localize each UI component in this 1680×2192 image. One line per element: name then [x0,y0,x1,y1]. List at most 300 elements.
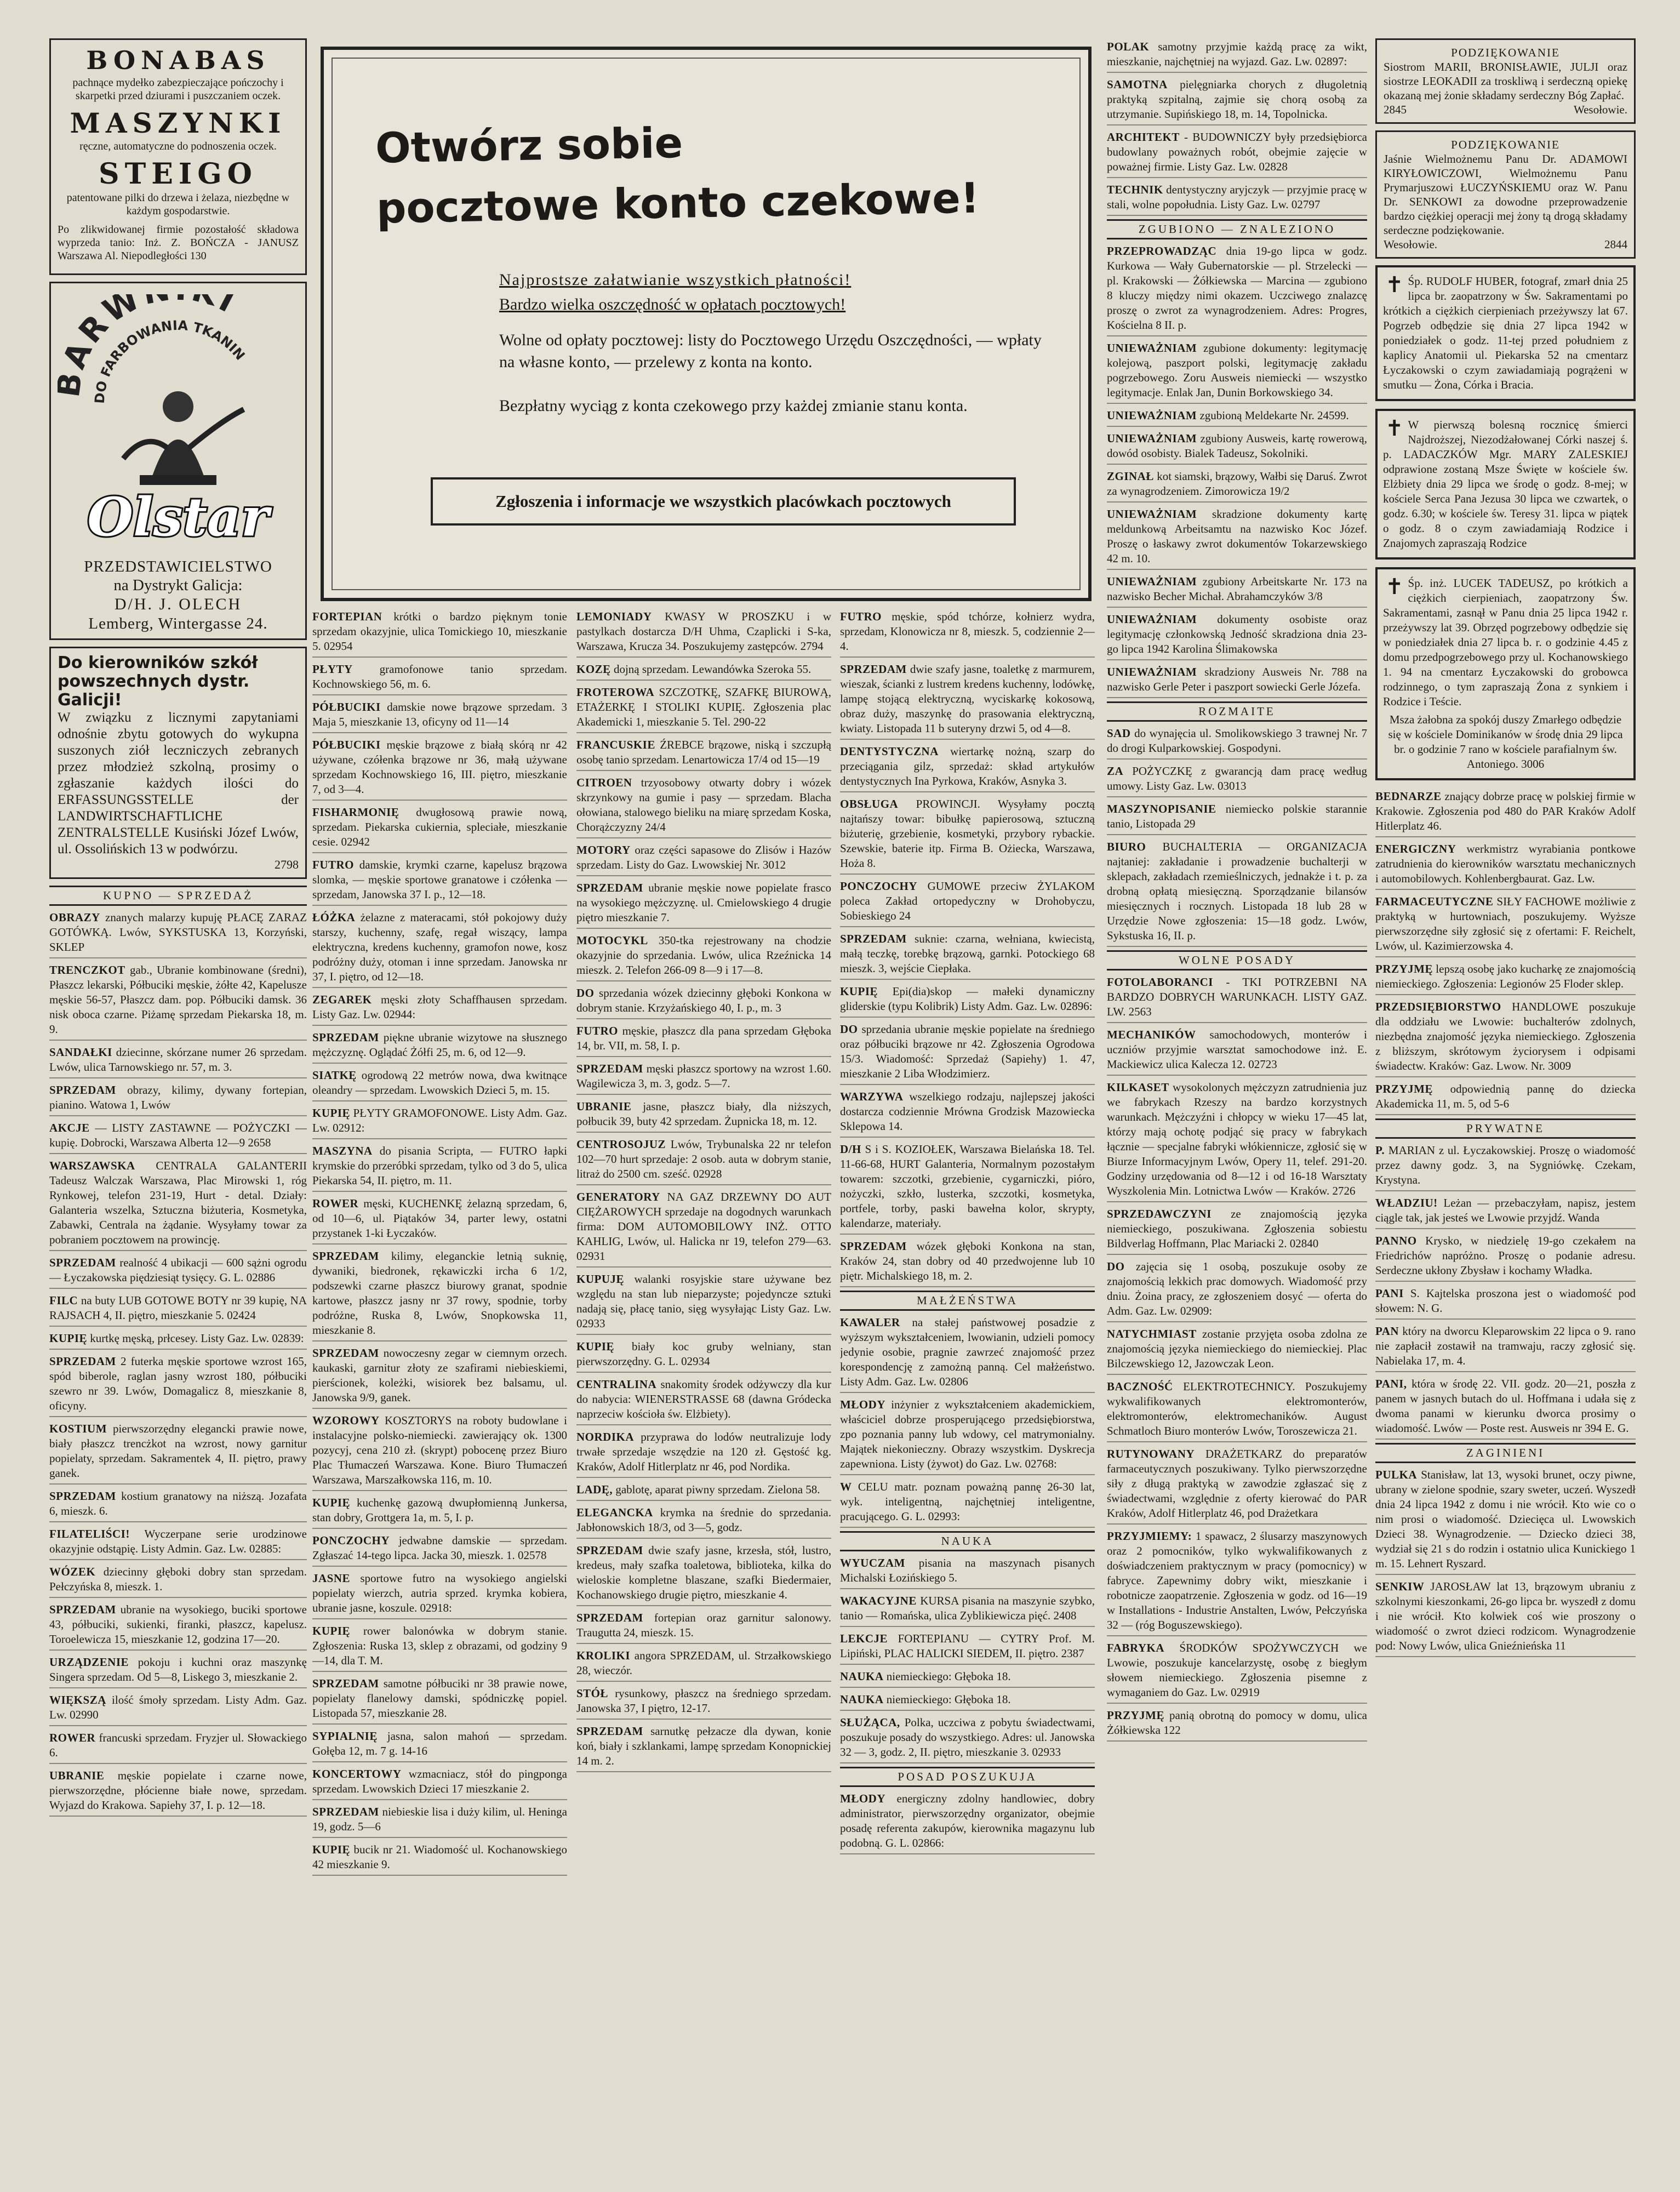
barwniki-logo [58,294,299,552]
ad-keyword: RUTYNOWANY [1107,1447,1195,1460]
ad-keyword: SPRZEDAM [312,1249,379,1263]
postal-line-3: Wolne od opłaty pocztowej: listy do Pocztowego Urzędu Oszczędności, — wpłaty na własne konto, — przelewy z konta na konto. [499,331,1042,371]
classified-ad: PRZEPROWADZĄC dnia 19-go lipca w godz. Kurkowa — Wały Gubernatorskie — pl. Strzelecki — pl. Krakowski — Żółkiewska — Marcina — zgubiono 8 kluczy między nimi okazem. Uczciwego znalazcę proszę o zwrot za wynagrodzeniem. Adres: Progres, Kościelna 8 II. p. [1107,243,1367,336]
ad-keyword: KONCERTOWY [312,1767,402,1780]
classified-ad: PONCZOCHY GUMOWE przeciw ŻYLAKOM poleca Zakład ortopedyczny w Drohobyczu, Sobieskiego 24 [840,878,1095,927]
classified-ad: KUPIĘ biały koc gruby welniany, stan pierwszorzędny. G. L. 02934 [576,1338,831,1373]
ad-keyword: PRZYJMĘ [1375,962,1433,975]
ad-keyword: UNIEWAŻNIAM [1107,575,1197,588]
ad-keyword: SPRZEDAM [576,1611,643,1624]
ad-keyword: BACZNOŚĆ [1107,1380,1173,1393]
ad-keyword: ŁÓŻKA [312,911,356,924]
classified-ad: STÓŁ rysunkowy, płaszcz na średniego sprzedam. Janowska 37, I piętro, 12-17. [576,1685,831,1720]
logo-brand: Olstar [87,486,269,548]
classified-ad: WIĘKSZĄ ilość śmoły sprzedam. Listy Adm. Gaz. Lw. 02990 [49,1692,307,1726]
classified-ad: UNIEWAŻNIAM zgubiony Ausweis, kartę rowerową, dowód osobisty. Bialek Tadeusz, Sokolniki. [1107,430,1367,465]
ad-keyword: KROLIKI [576,1649,631,1662]
classified-ad: MASZYNOPISANIE niemiecko polskie starannie tanio, Listopada 29 [1107,801,1367,835]
ad-keyword: BEDNARZE [1375,790,1442,803]
classified-ad: DO sprzedania ubranie męskie popielate na średniego oraz półbuciki brązowe nr 42. Zgłoszenia Ogrodowa 15/3. Wiadomość: Sprzedaż (Sapiehy) 1. 47, mieszkanie 2 Liba Włodzimierz. [840,1021,1095,1085]
classified-ad: UBRANIE jasne, płaszcz biały, dla niższych, połbucik 39, buty 42 sprzedam. Żupnicka 18, m. 12. [576,1098,831,1133]
ad-keyword: SPRZEDAM [312,1805,379,1818]
ad-keyword: NORDIKA [576,1430,635,1443]
classified-ad: FRANCUSKIE ŹREBCE brązowe, niską i szczupłą osobę tanio sprzedam. Lenartowicza 17/4 od 15—19 [576,737,831,771]
classified-ad: MŁODY inżynier z wykształceniem akademickiem, właściciel dobrze prosperującego przedsiębiorstwa, zpo poznania panny lub wdowy, cel matrymonialny. Majątek niekonieczny. Obrazy wszystkim. Dyskrecja zapewniona. Listy (żywot) do Gaz. Lw. 02768: [840,1396,1095,1475]
ad-keyword: UNIEWAŻNIAM [1107,409,1197,422]
ad-keyword: UBRANIE [49,1769,105,1782]
ad-keyword: KUPIĘ [312,1843,351,1856]
classified-ad: SANDAŁKI dziecinne, skórzane numer 26 sprzedam. Lwów, ulica Tarnowskiego nr. 57, m. 3. [49,1044,307,1078]
sub3-ads-a [840,608,1095,1854]
thanks-1-sig: Wesołowie. [1573,103,1627,116]
ad-keyword: KOZĘ [576,663,611,676]
classified-ad: WYUCZAM pisania na maszynach pisanych Michalski Łozińskiego 5. [840,1555,1095,1589]
classified-ad: SPRZEDAM dwie szafy jasne, toaletkę z marmurem, wieszak, ścianki z lustrem kredens kuchenny, lodówkę, lampę stojącą elektryczną, wyciskarkę kokosową, obraz duży, maszynkę do prasowania elektryczną, kwiaty. Listopada 11 b suteryny drzwi 5, od 4—8. [840,661,1095,740]
classified-ad: UBRANIE męskie popielate i czarne nowe, pierwszorzędne, płócienne białe nowe, sprzedam. Wyjazd do Krakowa. Sapiehy 37, I. p. 12—18. [49,1767,307,1817]
classified-ad: WZOROWY KOSZTORYS na roboty budowlane i instalacyjne polsko-niemiecki. zawierający ok. 1300 pozycyj, cena 210 zł. (skrypt) pobocenę przez Biuro Plac Tłumaczeń Warszawa. Kone. Biuro Tłumaczeń Warszawa, Marszałkowska 116, m. 10. [312,1412,567,1491]
classifieds-col-2 [312,608,567,1879]
ad-keyword: ELEGANCKA [576,1506,653,1519]
ad-keyword: UNIEWAŻNIAM [1107,432,1197,445]
svg-text:BARWNIKI [58,294,244,399]
ad-keyword: WIĘKSZĄ [49,1693,106,1706]
ad-keyword: FRANCUSKIE [576,738,655,751]
classified-ad: SPRZEDAM ubranie na wysokiego, buciki sportowe 43, półbuciki, sukienki, firanki, płaszcz, kapelusz. Toroelewicza 15, mieszkanie 12, godzina 17—20. [49,1601,307,1651]
classified-ad: UNIEWAŻNIAM zgubione dokumenty: legitymację kolejową, paszport polski, legitymację zakładu pogrzebowego. Zoru Ausweis niemiecki — wszystko legitymacje. Enlak Jan, Dunin Borkowskiego 34. [1107,340,1367,404]
classified-ad: KUPIĘ kuchenkę gazową dwupłomienną Junkersa, stan dobry, Grottgera 1a, m. 5, I. p. [312,1494,567,1529]
ad-keyword: PRZYJMIEMY: [1107,1529,1192,1543]
classified-ad: W CELU matr. poznam poważną pannę 26-30 lat, wyk. inteligentną, najchętniej inteligentne, pracującego. G. L. 02993: [840,1479,1095,1528]
ad-keyword: SANDAŁKI [49,1046,112,1059]
classified-ad: PÓŁBUCIKI damskie nowe brązowe sprzedam. 3 Maja 5, mieszkanie 13, oficyny od 11—14 [312,699,567,733]
thanks-2-sig: Wesołowie. [1384,238,1438,251]
postal-ad-title [375,107,980,238]
thanks-2-num: 2844 [1604,238,1627,251]
cross-icon: ✝ [1385,272,1404,297]
ad-keyword: PANNO [1375,1234,1417,1247]
classified-ad: FOTOLABORANCI - TKI POTRZEBNI NA BARDZO DOBRYCH WARUNKACH. LISTY GAZ. LW. 2563 [1107,974,1367,1023]
col1-ads-list [49,909,307,1817]
ad-keyword: MŁODY [840,1792,885,1805]
classified-ad: KUPIĘ PŁYTY GRAMOFONOWE. Listy Adm. Gaz. Lw. 02912: [312,1105,567,1139]
ad-keyword: PŁYTY [312,663,353,676]
obituary-zaleska-text: W pierwszą bolesną rocznicę śmierci Najdroższej, Niezodżałowanej Córki naszej ś. p. LADACZKÓW Mgr. MARY ZALESKIEJ odprawione zostaną Msze Święte w kościele św. Elżbiety dnia 29 lipca we środę o godz. 8-mej; w kościele Serca Pana Jezusa 30 lipca we czwartek, o godz. 6.30; w kościele św. Teresy 31. lipca w piątek o godz. 8 o czym zawiadamiają Rodzice i Znajomych zapraszają Rodzice [1383,418,1628,550]
ad-keyword: ROWER [49,1731,96,1744]
classified-ad: MOTORY oraz części sapasowe do Zlisów i Hazów sprzedam. Listy do Gaz. Lwowskiej Nr. 3012 [576,842,831,876]
ad-keyword: SPRZEDAM [49,1603,116,1616]
ad-keyword: ENERGICZNY [1375,842,1456,855]
ad-keyword: UNIEWAŻNIAM [1107,665,1197,678]
classified-ad: PULKA Stanisław, lat 13, wysoki brunet, oczy piwne, ubrany w zielone spodnie, szary sweter, uczeń. Wyszedł dnia 24 lipca 1942 z domu i nie wrócił. Kto wie co o nim prosi o wiadomość. Dziecięca ul. Lwowskich Dzieci 38. Wynagrodzenie. — Dziecko dzieci 38, wydział się 21 s do rodzin i ostatnio ulica Kunickiego 1 m. 15. Lehnert Ryszard. [1375,1466,1636,1575]
classified-ad: NAUKA niemieckiego: Głęboka 18. [840,1691,1095,1711]
obituary-lucek-text: Śp. inż. LUCEK TADEUSZ, po krótkich a ciężkich cierpieniach, zaopatrzony Św. Sakramentami, zasnął w Panu dnia 25 lipca 1942 r. przeżywszy lat 39. Obrzęd pogrzebowy odbędzie się w poniedziałek dnia 27 lipca b. r. o godzinie 4.45 z domu przedpogrzebowego przy ul. Kochanowskiego 1. 94 na cmentarz Łyczakowski do grobowca rodzinnego, o tym zapraszają Żona z synkiem i Rodzice i Teście. [1383,576,1628,708]
classified-ad: KUPIĘ Epi(dia)skop — małeki dynamiczny gliderskie (typu Kolibrik) Listy Adm. Gaz. Lw. 02896: [840,983,1095,1018]
classified-ad: UNIEWAŻNIAM zgubioną Meldekarte Nr. 24599. [1107,407,1367,427]
ad-keyword: MOTORY [576,843,631,857]
ad-keyword: SPRZEDAM [576,1725,643,1738]
classified-ad: RUTYNOWANY DRAŻETKARZ do preparatów farmaceutycznych poszukiwany. Tylko pierwszorzędne siły z długą praktyką w zawodzie zgłaszać się z świadectwami, względnie z oferty kierować do PAR Kraków, Adolf Hitlerplatz 46, pod Drażetkara [1107,1446,1367,1525]
steigo-text: patentowane pilki do drzewa i żelaza, niezbędne w każdym gospodarstwie. [66,192,290,217]
classified-ad: URZĄDZENIE pokoju i kuchni oraz maszynkę Singera sprzedam. Od 5—8, Liskego 3, mieszkanie 2. [49,1654,307,1688]
ad-keyword: SAD [1107,727,1131,740]
ad-keyword: WYUCZAM [840,1556,905,1569]
classified-ad: SPRZEDAM suknie: czarna, wełniana, kwiecistą, małą teczkę, torebkę brązową, garnki. Potockiego 68 mieszk. 3, wejście Ciepłaka. [840,931,1095,980]
classified-ad: FUTRO męskie, płaszcz dla pana sprzedam Głęboka 14, br. VII, m. 58, I. p. [576,1023,831,1057]
maszynki-text: ręczne, automatyczne do podnoszenia oczek. [79,140,277,152]
classified-ad: NORDIKA przyprawa do lodów neutralizuje lody trwałe sprzedaje wszędzie na 120 zł. Gęstość kg. Kraków, Adolf Hitlerplatz nr 46, pod Nordika. [576,1429,831,1478]
classified-ad: PANNO Krysko, w niedzielę 19-go czekałem na Friedrichów napróżno. Proszę o podanie adresu. Serdeczne ukłony Zbysław i kochamy Władka. [1375,1232,1636,1282]
ad-keyword: SPRZEDAWCZYNI [1107,1207,1212,1220]
liquidation-text: Po zlikwidowanej firmie pozostałość składowa wyprzeda tanio: Inż. Z. BOŃCZA - JANUSZ Warszawa Al. Niepodległości 130 [58,224,299,262]
classified-ad: FILATELIŚCI! Wyczerpane serie urodzinowe okazyjnie odstąpię. Listy Admin. Gaz. Lw. 02885: [49,1526,307,1560]
ad-keyword: DO [840,1023,858,1036]
bonabas-title: BONABAS [86,45,270,75]
postal-info-box: Zgłoszenia i informacje we wszystkich placówkach pocztowych [431,477,1016,526]
classified-ad: SPRZEDAM fortepian oraz garnitur salonowy. Traugutta 24, mieszk. 15. [576,1609,831,1644]
classifieds-col-3 [576,608,831,1776]
ad-keyword: SPRZEDAM [49,1355,116,1368]
ad-keyword: KAWALER [840,1316,900,1329]
classified-ad: NATYCHMIAST zostanie przyjęta osoba zdolna ze znajomością języka niemieckiego do niemieckiej. Plac Bilczewskiego 12, Jazowczak Leon. [1107,1326,1367,1375]
ad-keyword: MOTOCYKL [576,934,648,947]
ad-keyword: SPRZEDAM [840,663,907,676]
classified-ad: SAMOTNA pielęgniarka chorych z długoletnią praktyką szpitalną, zajmie się chorą osobą za utrzymanie. Supińskiego 18, m. 14, Topolnicka. [1107,76,1367,125]
classified-ad: SPRZEDAM kostium granatowy na niższą. Jozafata 6, mieszk. 6. [49,1488,307,1522]
ad-keyword: PÓŁBUCIKI [312,700,381,713]
schools-num: 2798 [275,858,299,871]
ad-keyword: SPRZEDAM [312,1031,379,1044]
column-6 [1375,38,1636,1660]
ad-keyword: TRENCZKOT [49,963,125,977]
steigo-title: STEIGO [99,157,258,191]
ad-keyword: AKCJE [49,1121,90,1134]
classified-ad: MECHANIKÓW samochodowych, monterów i uczniów przyjmie warsztat samochodowe inż. E. Mackiewicz ulica Kalecza 12. 02723 [1107,1026,1367,1076]
postal-line-1: Najprostsze załatwianie wszystkich płatności! [499,271,852,289]
ad-keyword: NAUKA [840,1670,884,1683]
ad-keyword: WARZYWA [840,1090,904,1103]
col4-private-ads [1375,1142,1636,1440]
classified-ad: WARSZAWSKA CENTRALA GALANTERII Tadeusz Walczak Warszawa, Plac Mirowski 1, róg Rynkowej, telefon 231-19, Hurt - detal. Działy: Galanteria wszelka, Sztuczna biżuteria, Kosmetyka, Zabawki, Centrala na żądanie. Wysyłamy towar za pobraniem pocztowem na prowincję. [49,1157,307,1251]
classified-ad: UNIEWAŻNIAM skradzione dokumenty kartę meldunkową Arbeitsamtu na nazwisko Koc Józef. Proszę o łaskawy zwrot dokumentów Tokarzewskiego 42 m. 10. [1107,506,1367,570]
ad-keyword: FILC [49,1294,78,1307]
classified-ad: BEDNARZE znający dobrze pracę w polskiej firmie w Krakowie. Zgłoszenia pod 480 do PAR Kraków Adolf Hitlerplatz 46. [1375,788,1636,837]
bonabas-ad [49,38,307,275]
section-wolne-posady: WOLNE POSADY [1107,950,1367,971]
classified-ad: SAD do wynajęcia ul. Smolikowskiego 3 trawnej Nr. 7 do drogi Kulparkowskiej. Gospodyni. [1107,725,1367,760]
ad-keyword: PAN [1375,1325,1399,1338]
postal-line-4: Bezpłatny wyciąg z konta czekowego przy każdej zmianie stanu konta. [499,397,968,415]
ad-keyword: PANI [1375,1287,1404,1300]
ad-keyword: MASZYNOPISANIE [1107,802,1216,815]
classified-ad: SPRZEDAM 2 futerka męskie sportowe wzrost 165, spód biberole, raglan jasny wzrost 180, półbuciki szewro nr 39. Lwów, Domagalicz 8, mieszkanie 8, oficyny. [49,1353,307,1417]
ad-keyword: UBRANIE [576,1100,632,1113]
ad-keyword: UNIEWAŻNIAM [1107,613,1197,626]
ad-keyword: NATYCHMIAST [1107,1327,1197,1340]
thanks-2-body: Jaśnie Wielmożnemu Panu Dr. ADAMOWI KIRYŁOWICZOWI, Wielmożnemu Panu Prymarjuszowi ŁUCZYŃSKIEMU oraz W. Panu Dr. SENKOWI za dowodne przeprowadzenie bardzo ciężkiej operacji mej żony tą drogą składamy serdeczne podziękowanie. [1384,152,1627,237]
classified-ad: PANI, która w środę 22. VII. godz. 20—21, poszła z panem w jasnych butach do ul. Hoffmana i udała się z dwoma panami w kierunku dworca prosimy o wiadomość. Lwów — Poste rest. Ausweis nr 394 E. G. [1375,1375,1636,1440]
classified-ad: ZA POŻYCZKĘ z gwarancją dam pracę według umowy. Listy Gaz. Lw. 03013 [1107,763,1367,797]
ad-keyword: PRZEDSIĘBIORSTWO [1375,1000,1501,1013]
classified-ad: FROTEROWA SZCZOTKĘ, SZAFKĘ BIUROWĄ, ETAŻERKĘ I STOLIKI KUPIĘ. Zgłoszenia plac Akademicki 1, mieszkanie 5. Tel. 290-22 [576,684,831,733]
ad-keyword: OBRAZY [49,911,100,924]
ad-keyword: GENERATORY [576,1190,660,1203]
classified-ad: JASNE sportowe futro na wysokiego angielski popielaty wierzch, autria sprzed. krymka kobiera, ubranie jasne, koszule. 02918: [312,1570,567,1619]
classified-ad: UNIEWAŻNIAM skradziony Ausweis Nr. 788 na nazwisko Gerle Peter i paszport sowiecki Gerle Józefa. [1107,664,1367,698]
ad-keyword: SPRZEDAM [49,1256,116,1269]
ad-keyword: P. [1375,1144,1385,1157]
classified-ad: OBRAZY znanych malarzy kupuję PŁACĘ ZARAZ GOTÓWKĄ. Lwów, SYKSTUSKA 13, Korzyński, SKLEP [49,909,307,958]
ad-keyword: SIATKĘ [312,1069,357,1082]
classified-ad: FARMACEUTYCZNE SIŁY FACHOWE możliwie z praktyką w hurtowniach, poszukujemy. Wyższe pierwszorzędne siły zgłosić się z ofertami: F. Reichelt, Lwów, ul. Kazimierzowska 4. [1375,893,1636,957]
title-line-1: Otwórz sobie [375,118,683,173]
obituary-lucek [1375,567,1636,780]
section-zaginieni: ZAGINIENI [1375,1443,1636,1463]
classified-ad: KUPIĘ rower balonówka w dobrym stanie. Zgłoszenia: Ruska 13, sklep z obrazami, od godziny 9—14, dla T. M. [312,1623,567,1672]
classified-ad: ENERGICZNY werkmistrz wyrabiania pontkowe zatrudnienia do kierowników warsztatu mechanicznych i automobilowych. Kohlenbergbaurat. Gaz. Lw. [1375,841,1636,890]
classified-ad: ZGINAŁ kot siamski, brązowy, Wałbi się Daruś. Zwrot za wynagrodzeniem. Zimorowicza 19/2 [1107,468,1367,503]
classified-ad: KONCERTOWY wzmacniacz, stół do pingponga sprzedam. Lwowskich Dzieci 17 mieszkanie 2. [312,1766,567,1800]
classified-ad: ŁÓŻKA żelazne z materacami, stół pokojowy duży starszy, kuchenny, szafę, regał wiszący, lampa elektryczna, kredens kuchenny, gramofon nowe, kosz podróżny duży, otoman i inne sprzedam. Janowska nr 37, I. piętro, od 12—18. [312,909,567,988]
ad-keyword: SPRZEDAM [312,1346,379,1360]
dancer-illustration-icon [58,294,299,552]
obituary-zaleska [1375,409,1636,560]
ad-keyword: NAUKA [840,1693,884,1706]
ad-keyword: CENTROSOJUZ [576,1138,666,1151]
classified-ad: ZEGAREK męski złoty Schaffhausen sprzedam. Listy Gaz. Lw. 02944: [312,991,567,1026]
ad-keyword: SPRZEDAM [576,881,643,894]
ad-keyword: UNIEWAŻNIAM [1107,341,1197,355]
ad-keyword: MECHANIKÓW [1107,1028,1196,1041]
section-header: MAŁŻEŃSTWA [840,1291,1095,1311]
classified-ad: FUTRO damskie, krymki czarne, kapelusz brązowa slomka, — męskie sportowe granatowe i czółenka — sprzedam, Janowska 37 I. p., 12—18. [312,857,567,906]
rep-line-3: D/H. J. OLECH [114,595,242,613]
ad-keyword: WÓZEK [49,1565,96,1578]
classified-ad: FISHARMONIĘ dwugłosową prawie nową, sprzedam. Piekarska cukiernia, spleciałe, mieszkanie cesie. 02942 [312,804,567,853]
classified-ad: PRZYJMIEMY: 1 spawacz, 2 ślusarzy maszynowych oraz 2 pomocników, tylko wykwalifikowanych z doświadczeniem praktycznym w pracy (pomocnicy) w fabryce. Zapewnimy dobry wikt, mieszkanie i robotnicze zaopatrzenie. Zgłoszenia w godz. od 16—19 w Installations - Industrie Anstalten, Lwów, Pełczyńska 32 — (róg Boguszewskiego). [1107,1528,1367,1636]
col3-misc-ads [1107,725,1367,947]
classified-ad: PŁYTY gramofonowe tanio sprzedam. Kochnowskiego 56, m. 6. [312,661,567,695]
ad-keyword: LEMONIADY [576,610,652,623]
classified-ad: SPRZEDAM niebieskie lisa i duży kilim, ul. Heninga 19, godz. 5—6 [312,1803,567,1838]
obituary-lucek-mass: Msza żałobna za spokój duszy Zmarłego odbędzie się w kościele Dominikanów w środę dnia 29 lipca br. o godzinie 7 rano w kościele parafialnym św. Antoniego. 3006 [1388,713,1623,770]
ad-keyword: ZEGAREK [312,993,372,1006]
classified-ad: LEKCJE FORTEPIANU — CYTRY Prof. M. Lipiński, PLAC HALICKI SIEDEM, II. piętro. 2387 [840,1630,1095,1665]
ad-keyword: FUTRO [312,858,354,871]
ad-keyword: KUPIĘ [840,985,878,998]
classified-ad: SPRZEDAM sarnutkę pełzacze dla dywan, konie koń, biały i szklankami, lampę sprzedam Konopnickiej 14 m. 2. [576,1723,831,1772]
ad-keyword: FARMACEUTYCZNE [1375,895,1494,908]
ad-keyword: SPRZEDAM [49,1083,116,1097]
ad-keyword: FILATELIŚCI! [49,1527,130,1540]
classified-ad: MOTOCYKL 350-tka rejestrowany na chodzie okazyjnie do sprzedania. Lwów, ulica Rzeźnicka 14 mieszk. 2. Telefon 266-09 8—9 i 17—8. [576,932,831,981]
ad-keyword: FUTRO [576,1024,618,1037]
title-line-2: pocztowe konto czekowe! [376,173,980,233]
ad-keyword: WAKACYJNE [840,1594,917,1607]
ad-keyword: BIURO [1107,840,1146,853]
ad-keyword: KUPIĘ [312,1106,351,1120]
ad-keyword: DENTYSTYCZNA [840,745,939,758]
ad-keyword: CITROEN [576,776,632,789]
classified-ad: CENTRALINA snakomity środek odżywczy dla kur do nabycia: WIENERSTRASSE 68 (dawna Gródecka naprzeciw kościoła św. Elżbiety). [576,1376,831,1425]
classified-ad: P. MARIAN z ul. Łyczakowskiej. Proszę o wiadomość przez dawny godz. 3, na Sygniówkę. Czekam, Krystyna. [1375,1142,1636,1191]
classified-ad: KUPIĘ kurtkę męską, prłcesey. Listy Gaz. Lw. 02839: [49,1330,307,1350]
schools-title: Do kierowników szkół powszechnych dystr. Galicji! [58,653,258,710]
ad-keyword: SPRZEDAM [840,932,907,945]
cross-icon: ✝ [1385,574,1404,599]
classified-ad: FORTEPIAN krótki o bardzo pięknym tonie sprzedam okazyjnie, ulica Tomickiego 10, mieszkanie 5. 02954 [312,608,567,658]
ad-keyword: FISHARMONIĘ [312,806,399,819]
classified-ad: OBSŁUGA PROWINCJI. Wysyłamy pocztą najtańszy towar: bibułkę papierosową, sztuczną biżuterię, grzebienie, kosmetyki, przybory rybackie. Szewskie, baterie itp. Firma B. Ożiecka, Warszawa, Hoża 8. [840,796,1095,875]
classified-ad: D/H S i S. KOZIOŁEK, Warszawa Bielańska 18. Tel. 11-66-68, HURT Galanteria, Normalnym pozostałym towarem: szczotki, grzebienie, cygarniczki, pióro, nożyczki, szkło, lusterka, szczotki, kosmetyka, portfele, torby, paski bawełna kolor, skrypty, kalendarze, materiały. [840,1141,1095,1235]
rep-line-4: Lemberg, Wintergasse 24. [88,615,268,632]
classified-ad: SPRZEDAM ubranie męskie nowe popielate frasco na wysokiego mężczyznę. ul. Cmielowskiego 4 drugie piętro mieszkanie 7. [576,880,831,929]
ad-keyword: OBSŁUGA [840,797,899,810]
classified-ad: SPRZEDAM męski płaszcz sportowy na wzrost 1.60. Wagilewicza 3, m. 3, godz. 5—7. [576,1060,831,1095]
classified-ad: DO zajęcia się 1 osobą, poszukuje osoby ze znajomością lekkich prac domowych. Wiadomość przy dniu. Żoina pracy, ze zgłoszeniem dosyć — oferta do Adm. Gaz. Lw. 02909: [1107,1258,1367,1322]
section-header: POSAD POSZUKUJA [840,1767,1095,1787]
classified-ad: FILC na buty LUB GOTOWE BOTY nr 39 kupię, NA RAJSACH 4, II. piętro, mieszkanie 5. 02424 [49,1292,307,1327]
classified-ad: WÓZEK dziecinny głęboki dobry stan sprzedam. Pełczyńska 8, mieszk. 1. [49,1563,307,1598]
obituary-huber [1375,265,1636,401]
ad-keyword: PONCZOCHY [840,880,917,893]
ad-keyword: WŁADZIU! [1375,1196,1438,1209]
classified-ad: TECHNIK dentystyczny aryjczyk — przyjmie pracę w stali, wolne popołudnia. Listy Gaz. Lw. 02797 [1107,181,1367,216]
obituary-huber-text: Śp. RUDOLF HUBER, fotograf, zmarł dnia 25 lipca br. zaopatrzony w Św. Sakramentami po krótkich a ciężkich cierpieniach przeżywszy lat 67. Pogrzeb odbędzie się dnia 27 lipca 1942 w poniedziałek o godz. 11-tej przed południem z kaplicy Anatomii ul. Piekarska 52 na cmentarz Łyczakowski o czym zawiadamiają pogrążeni w smutku — Żona, Córka i Bracia. [1383,275,1628,391]
classified-ad: ARCHITEKT - BUDOWNICZY były przedsiębiorca budowlany poważnych robót, obejmie zajęcie w poważnej firmie. Listy Gaz. Lw. 02828 [1107,129,1367,178]
barwniki-ad [49,282,307,640]
ad-keyword: DO [576,986,595,1000]
classified-ad: PÓŁBUCIKI męskie brązowe z białą skórą nr 42 używane, czółenka brązowe nr 36, małą używane sprzedam Kochnowskiego 16, III. piętro, mieszkanie 7, od 3—4. [312,737,567,801]
ad-keyword: SŁUŻĄCA, [840,1716,900,1729]
classified-ad: KUPUJĘ walanki rosyjskie stare używane bez względu na stan lub nieparzyste; pojedyncze sztuki nadają się, płacę tanio, sięg wysyłając Listy Gaz. Lw. 02933 [576,1271,831,1335]
ad-keyword: KUPUJĘ [576,1272,624,1286]
ad-keyword: MASZYNA [312,1144,373,1157]
classified-ad: PRZYJMĘ odpowiednią pannę do dziecka Akademicka 11, m. 5, od 5-6 [1375,1081,1636,1115]
classified-ad: SPRZEDAM nowoczesny zegar w ciemnym orzech. kaukaski, garnitur złoty ze szafirami niebieskiemi, pierścionek, koleżki, wisiorek bez balsamu, ul. Janowska 9/9, ganek. [312,1345,567,1409]
ad-keyword: PRZYJMĘ [1375,1082,1433,1095]
classified-ad: SPRZEDAM wózek głęboki Konkona na stan, Kraków 24, stan dobry od 40 przedwojenne lub 10 piętr. Michalskiego 18, m. 2. [840,1238,1095,1287]
thanks-1-num: 2845 [1384,103,1407,116]
logo-arc-title: ARW I [58,294,244,374]
ad-keyword: ARCHITEKT [1107,130,1180,144]
ad-keyword: PRZYJMĘ [1107,1709,1164,1722]
thanks-2 [1375,130,1636,259]
classified-ad: SPRZEDAM obrazy, kilimy, dywany fortepian, pianino. Watowa 1, Lwów [49,1082,307,1116]
classified-ad: PAN który na dworcu Kleparowskim 22 lipca o 9. rano nie zapłacił zostawił na tramwaju, raczy zgłosić się. Nabielaka 17, m. 4. [1375,1323,1636,1372]
logo-arc-subtitle: DO FARBOWANIA TKANIN [92,317,248,404]
ad-keyword: TECHNIK [1107,183,1163,196]
ad-keyword: KUPIĘ [49,1332,88,1345]
classified-ad: ELEGANCKA krymka na średnie do sprzedania. Jabłonowskich 18/3, od 3—5, godz. [576,1504,831,1539]
thanks-1-body: Siostrom MARII, BRONISŁAWIE, JULJI oraz siostrze LEOKADII za troskliwą i serdeczną opiekę okazaną mej żonie składamy serdeczny Bóg Zapłać. [1384,60,1627,102]
cross-icon: ✝ [1385,416,1404,441]
classified-ad: MASZYNA do pisania Scripta, — FUTRO łapki krymskie do przeróbki sprzedam, tylko od 3 do 5, ulica Piekarska 54, II. piętro, m. 11. [312,1143,567,1192]
ad-keyword: FABRYKA [1107,1641,1165,1654]
classified-ad: KAWALER na stałej państwowej posadzie z wyższym wykształceniem, lwowianin, udzieli pomocy jedynie osobie, pragnie zawrzeć znajomość przez korespondencję z zamożną panną. Cel małżeństwo. Listy Adm. Gaz. Lw. 02806 [840,1314,1095,1393]
ad-keyword: ZA [1107,764,1124,778]
ad-keyword: FUTRO [840,610,882,623]
classified-ad: KOSTIUM pierwszorzędny elegancki prawie nowe, biały płaszcz trencżkot na wzrost, nowy garnitur popielaty, sprzedam. Sakramentek 4, II. piętro, prawy ganek. [49,1420,307,1485]
classified-ad: PRZYJMĘ panią obrotną do pomocy w domu, ulica Żółkiewska 122 [1107,1707,1367,1742]
ad-keyword: PULKA [1375,1468,1417,1481]
classified-ad: SPRZEDAM dwie szafy jasne, krzesła, stół, lustro, kredeus, mały szafka toaletowa, biblioteka, kilka do wieloskie kompletne blaszane, szafki Biedermaier, Kochanowskiego drugie piętro, mieszkanie 4. [576,1542,831,1606]
classified-ad: KILKASET wysokolonych mężczyzn zatrudnienia juz we fabrykach Rzeszy na bardzo korzystnych warunkach. Mężczyźni i chłopcy w wieku 17—45 lat, którzy mają ochotę podjąć się pracy w fabrykach łącznie — specjalne fabryki włókiennicze, zgłosić się w Biurze Informacyjnym Lwów, Opery 11, telef. 291-20. Godziny urzędowania od 8—12 i od 16-18 Warsztaty Wyszkolenia Min. Lotnictwa Lwów — Kraków. 2726 [1107,1079,1367,1202]
classified-ad: FUTRO męskie, spód tchórze, kołnierz wydra, sprzedam, Klonowicza nr 8, mieszk. 5, codziennie 2—4. [840,608,1095,658]
classified-ad: SPRZEDAM piękne ubranie wizytowe na słusznego mężczyznę. Oglądać Żółfi 25, m. 6, od 12—9. [312,1029,567,1064]
ad-keyword: URZĄDZENIE [49,1656,129,1669]
column-5 [1107,38,1367,1745]
section-rozmaite: ROZMAITE [1107,701,1367,722]
ad-keyword: PONCZOCHY [312,1534,390,1547]
classified-ad: BIURO BUCHALTERIA — ORGANIZACJA najtaniej: zakładanie i prowadzenie buchalterji w sklepach, zakładach rzemieślniczych, jednakże i t. p. za drobną opłatą miesięczną. Sporządzanie bilansów miesięcznych i rocznych. Listopada 18 lub 28 w Urzędzie Nowe zgłoszenia: 15—18 godz. Lwów, Sykstuska 16, II. p. [1107,838,1367,947]
classified-ad: LEMONIADY KWASY W PROSZKU i w pastylkach dostarcza D/H Uhma, Czaplicki i S-ka, Warszawa, Krucza 34. Poszukujemy zastępców. 2794 [576,608,831,658]
ad-keyword: CENTRALINA [576,1378,657,1391]
section-prywatne: PRYWATNE [1375,1118,1636,1139]
thanks-1 [1375,38,1636,124]
section-kupno: KUPNO — SPRZEDAŻ [49,886,307,906]
maszynki-title: MASZYNKI [70,107,287,139]
ad-keyword: PÓŁBUCIKI [312,738,381,751]
ad-keyword: W [840,1480,852,1493]
classified-ad: SPRZEDAM kilimy, eleganckie letnią suknię, dywaniki, biedronek, rękawiczki ircha 6 1/2, podszewki czarne płaszcz biurowy granat, spodnie kartowe, płaszcz jasny nr 37 rowy, spodnie, torby podróżne, Ruska 8, Lwów, Snopkowska 11, mieszkanie 8. [312,1248,567,1342]
ad-keyword: ROWER [312,1197,359,1210]
col3-job-ads [1107,974,1367,1742]
thanks-1-title: PODZIĘKOWANIE [1451,46,1560,59]
classified-ad: BACZNOŚĆ ELEKTROTECHNICY. Poszukujemy wykwalifikowanych elektromonterów, elektromonterów, elektromechaników. August Schmatloch Biuro monterów Lwów, Toroszewicza 21. [1107,1378,1367,1442]
classified-ad: GENERATORY NA GAZ DRZEWNY DO AUT CIĘŻAROWYCH sprzedaje na dogodnych warunkach firma: DOM AUTOMOBILOWY INŻ. OTTO KAHLIG, Lwów, ul. Halicka nr 19, telefon 279—63. 02931 [576,1189,831,1268]
thanks-2-title: PODZIĘKOWANIE [1451,138,1560,151]
ad-keyword: LEKCJE [840,1632,888,1645]
ad-keyword: PANI, [1375,1377,1407,1390]
classified-ad: WŁADZIU! Leżan — przebaczyłam, napisz, jestem ciągle tak, jak jesteś we Lwowie przyjdź. Wanda [1375,1195,1636,1229]
ad-keyword: UNIEWAŻNIAM [1107,507,1197,521]
bonabas-text: pachnące mydełko zabezpieczające pończochy i skarpetki przed dziurami i puszczaniem oczek. [72,77,284,102]
classified-ad: AKCJE — LISTY ZASTAWNE — POŻYCZKI — kupię. Dobrocki, Warszawa Alberta 12—9 2658 [49,1120,307,1154]
classifieds-col-4 [840,608,1095,1858]
ad-keyword: LADĘ, [576,1483,613,1496]
section-header: NAUKA [840,1531,1095,1551]
ad-keyword: SYPIALNIĘ [312,1729,378,1743]
classified-ad: SIATKĘ ogrodową 22 metrów nowa, dwa kwitnące oleandry — sprzedam. Lwowskich Dzieci 5, m. 15. [312,1067,567,1101]
ad-keyword: KUPIĘ [312,1496,351,1509]
classified-ad: KOZĘ dojną sprzedam. Lewandówka Szeroka 55. [576,661,831,681]
ad-keyword: SPRZEDAM [49,1489,116,1503]
classified-ad: PONCZOCHY jedwabne damskie — sprzedam. Zgłaszać 14-tego lipca. Jacka 30, mieszk. 1. 02578 [312,1532,567,1567]
rep-line-2: na Dystrykt Galicja: [113,576,243,594]
column-1 [49,38,307,1820]
classified-ad: DO sprzedania wózek dziecinny głęboki Konkona w dobrym stanie. Krzyżańskiego 40, I. p., m. 3 [576,985,831,1019]
ad-keyword: FOTOLABORANCI [1107,975,1213,989]
schools-notice [49,647,307,879]
col3-work-ads [1107,38,1367,216]
classified-ad: CITROEN trzyosobowy otwarty dobry i wózek skrzynkowy na gumie i pasy — sprzedam. Blacha ołowiana, stalowego bieliku na miarę sprzedam Koska, Chorążczyzny 24/4 [576,774,831,838]
classified-ad: DENTYSTYCZNA wiertarkę nożną, szarp do przeciągania gilz, sprzedaż: skład artykułów dentystycznych Ina Pyrkowa, Kraków, Asnyka 3. [840,743,1095,792]
ad-keyword: WZOROWY [312,1414,380,1427]
classified-ad: SŁUŻĄCA, Polka, uczciwa z pobytu świadectwami, poszukuje posady do wszystkiego. Adres: ul. Janowska 32 — 3, godz. 2, II. piętro, mieszkanie 3. 02933 [840,1714,1095,1763]
classified-ad: KROLIKI angora SPRZEDAM, ul. Strzałkowskiego 28, wieczór. [576,1647,831,1682]
ad-keyword: DO [1107,1260,1125,1273]
classified-ad: KUPIĘ bucik nr 21. Wiadomość ul. Kochanowskiego 42 mieszkanie 9. [312,1841,567,1876]
schools-body: W związku z licznymi zapytaniami odnośnie zbytu gotowych do wykupna suszonych ziół leczniczych zebranych przez młodzież szkolną, prosimy o zgłaszanie każdych ilości do ERFASSUNGSSTELLE der LANDWIRTSCHAFTLICHE ZENTRALSTELLE Kusiński Józef Lwów, ul. Ossolińskich 13 w podwórzu. [58,710,299,857]
ad-keyword: PRZEPROWADZĄC [1107,244,1217,258]
ad-keyword: KOSTIUM [49,1422,107,1435]
classified-ad: WARZYWA wszelkiego rodzaju, najlepszej jakości dostarcza codziennie Mrówna Grodzisk Mazowiecka Sklepowa 14. [840,1088,1095,1138]
classified-ad: ROWER męski, KUCHENKĘ żelazną sprzedam, 6, od 10—6, ul. Piątaków 34, parter lewy, ostatni przystanek 1-ki Łyczaków. [312,1195,567,1245]
ad-keyword: SENKIW [1375,1580,1425,1593]
col4-missing-ads [1375,1466,1636,1657]
rep-line-1: PRZEDSTAWICIELSTWO [84,558,272,575]
postal-line-2: Bardzo wielka oszczędność w opłatach pocztowych! [499,295,846,313]
